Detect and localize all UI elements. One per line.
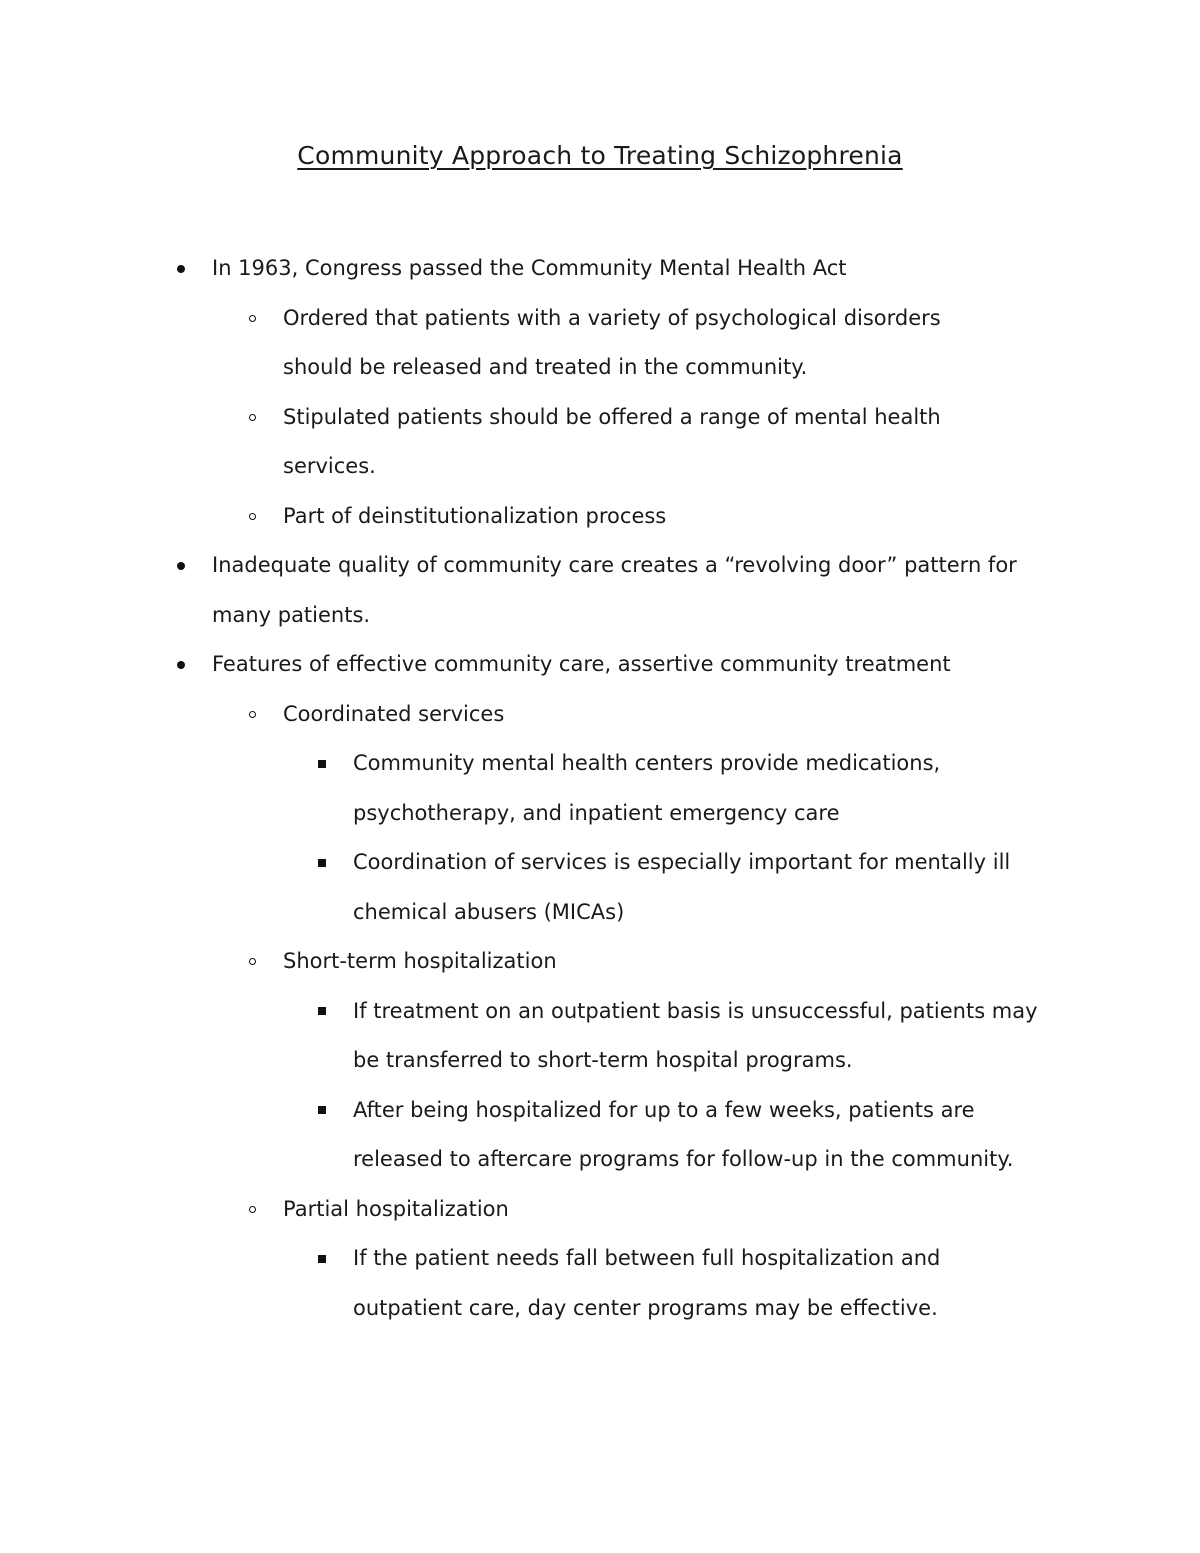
outline-item-text: Community mental health centers provide medications, psychotherapy, and inpatient emergency care <box>353 751 941 825</box>
outline-item-level-3 <box>0 987 1053 1086</box>
outline-item-level-2 <box>0 294 1003 393</box>
filled-circle-bullet-icon <box>172 640 190 690</box>
outline-item-text: Ordered that patients with a variety of psychological disorders should be released and treated in the community. <box>283 305 941 379</box>
outline-item-level-3 <box>0 838 1053 937</box>
outline-item-text: After being hospitalized for up to a few weeks, patients are released to aftercare programs for follow-up in the community. <box>353 1097 1014 1171</box>
outline-item-level-3 <box>0 1234 1053 1333</box>
outline-item-text: Partial hospitalization <box>283 1196 509 1221</box>
square-bullet-icon <box>313 838 331 888</box>
hollow-circle-bullet-icon <box>243 937 261 987</box>
hollow-circle-bullet-icon <box>243 294 261 344</box>
square-bullet-icon <box>313 1086 331 1136</box>
notes-outline <box>0 244 1200 1333</box>
outline-item-text: If treatment on an outpatient basis is unsuccessful, patients may be transferred to short-term hospital programs. <box>353 998 1038 1072</box>
outline-item-text: Part of deinstitutionalization process <box>283 503 667 528</box>
hollow-circle-bullet-icon <box>243 690 261 740</box>
outline-item-text: Coordinated services <box>283 701 505 726</box>
outline-item-level-2 <box>0 937 1003 987</box>
hollow-circle-bullet-icon <box>243 1185 261 1235</box>
outline-item-level-1 <box>0 244 1032 294</box>
outline-item-level-2 <box>0 1185 1003 1235</box>
outline-item-level-2 <box>0 393 1003 492</box>
outline-item-text: Stipulated patients should be offered a range of mental health services. <box>283 404 941 478</box>
filled-circle-bullet-icon <box>172 541 190 591</box>
square-bullet-icon <box>313 1234 331 1284</box>
hollow-circle-bullet-icon <box>243 492 261 542</box>
outline-item-text: Features of effective community care, assertive community treatment <box>212 652 951 676</box>
outline-item-text: If the patient needs fall between full hospitalization and outpatient care, day center programs may be effective. <box>353 1246 941 1320</box>
outline-item-text: In 1963, Congress passed the Community Mental Health Act <box>212 256 847 280</box>
outline-item-level-1 <box>0 541 1032 640</box>
outline-item-text: Inadequate quality of community care creates a “revolving door” pattern for many patients. <box>212 553 1017 627</box>
document-title: Community Approach to Treating Schizophrenia <box>297 141 903 170</box>
outline-item-text: Coordination of services is especially important for mentally ill chemical abusers (MICAs) <box>353 850 1011 924</box>
outline-item-level-1 <box>0 640 1032 690</box>
outline-item-level-3 <box>0 739 1053 838</box>
hollow-circle-bullet-icon <box>243 393 261 443</box>
outline-item-level-2 <box>0 690 1003 740</box>
square-bullet-icon <box>313 987 331 1037</box>
outline-item-text: Short-term hospitalization <box>283 949 557 973</box>
outline-item-level-2 <box>0 492 1003 542</box>
square-bullet-icon <box>313 739 331 789</box>
outline-item-level-3 <box>0 1086 1053 1185</box>
filled-circle-bullet-icon <box>172 244 190 294</box>
